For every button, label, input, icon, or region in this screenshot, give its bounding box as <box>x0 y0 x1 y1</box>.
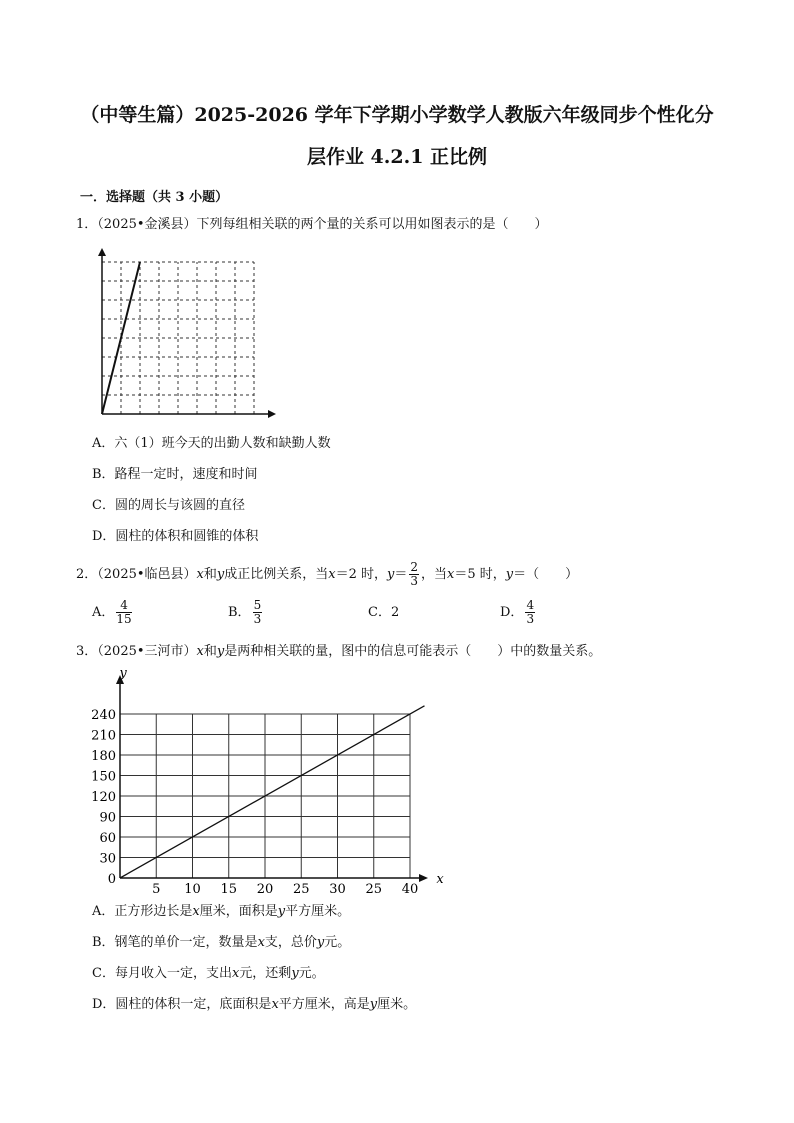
q2-cond2: ，当 <box>421 567 448 583</box>
q2-option-d[interactable] <box>500 598 537 628</box>
q2-option-b-label: B． <box>228 605 251 620</box>
q3-y-axis-label: y <box>119 666 127 681</box>
q2-option-a[interactable] <box>92 598 134 628</box>
q3-option-a-text2: 厘米，面积是 <box>199 904 278 919</box>
q3-option-b-text3: 元。 <box>324 935 351 950</box>
q3-option-c-var2: y <box>291 966 299 981</box>
q3-prefix: 3．（2025•三河市） <box>76 644 197 659</box>
q3-option-c[interactable] <box>92 967 325 980</box>
q2-fraction-numerator: 2 <box>410 560 419 574</box>
q3-option-a-var2: y <box>277 904 286 919</box>
q3-and: 和 <box>203 644 217 659</box>
q1-grid <box>102 262 254 414</box>
q1-option-b[interactable]: B．路程一定时，速度和时间 <box>92 467 258 482</box>
q3-y-tick-label: 180 <box>91 749 116 764</box>
q2-ask: ＝（ ） <box>513 567 579 583</box>
q2-option-d-fraction <box>525 599 535 626</box>
q3-x-tick-label: 25 <box>365 882 383 897</box>
q1-y-arrow <box>98 248 106 256</box>
q2-relation: 成正比例关系，当 <box>224 567 329 583</box>
q2-eq: ＝ <box>394 567 408 583</box>
q3-y-tick-label: 60 <box>99 831 116 846</box>
q3-y-tick-label: 240 <box>91 708 116 723</box>
q3-y-tick-label: 90 <box>99 810 116 826</box>
q3-option-c-text1: C．每月收入一定，支出 <box>92 966 232 981</box>
section-heading: 一．选择题（共 3 小题） <box>80 190 229 205</box>
q2-var-x: x <box>196 567 204 583</box>
q2-option-c-label: C． <box>368 605 391 620</box>
q1-stem: 1．（2025•金溪县）下列每组相关联的两个量的关系可以用如图表示的是（ ） <box>76 217 548 232</box>
q1-option-c[interactable]: C．圆的周长与该圆的直径 <box>92 498 245 513</box>
q2-prefix: 2．（2025•临邑县） <box>76 567 197 583</box>
q2-option-a-numerator: 4 <box>116 599 131 613</box>
q2-fraction <box>409 561 419 588</box>
q2-var-y: y <box>216 567 225 583</box>
q3-var-y: y <box>216 644 225 659</box>
q3-x-tick-label: 20 <box>256 882 274 897</box>
q3-x-tick-label: 10 <box>184 882 201 897</box>
q2-var-y3: y <box>505 567 514 583</box>
q1-chart <box>92 246 282 424</box>
q3-x-tick-label: 15 <box>220 882 238 897</box>
q3-option-d-text2: 平方厘米，高是 <box>278 997 370 1012</box>
q3-option-d-text1: D．圆柱的体积一定，底面积是 <box>92 997 272 1012</box>
q3-x-tick-label: 30 <box>329 882 346 897</box>
q3-y-tick-label: 150 <box>91 769 116 785</box>
q2-var-x2: x <box>328 567 336 583</box>
q3-option-b-text1: B．钢笔的单价一定，数量是 <box>92 935 258 950</box>
q3-chart <box>80 660 460 900</box>
q2-stem <box>76 561 578 589</box>
q2-option-b-numerator: 5 <box>253 597 262 612</box>
q2-option-a-fraction <box>116 599 131 626</box>
q3-x-arrow <box>419 874 428 882</box>
q3-option-b-var2: y <box>316 935 325 950</box>
q3-option-a-var1: x <box>192 904 200 919</box>
q3-option-a[interactable] <box>92 905 350 918</box>
q3-x-axis-label: x <box>436 872 444 887</box>
q2-option-c[interactable] <box>368 598 399 628</box>
q3-x-tick-label: 5 <box>152 882 161 897</box>
q2-option-b[interactable] <box>228 598 264 628</box>
q2-option-d-denominator: 3 <box>526 612 535 626</box>
q2-option-b-fraction <box>253 599 263 626</box>
q3-var-x: x <box>196 644 204 659</box>
q2-option-a-label: A． <box>92 605 115 620</box>
q3-option-b[interactable] <box>92 936 350 949</box>
q3-option-b-text2: 支，总价 <box>264 935 317 950</box>
q3-axes <box>116 666 444 887</box>
q3-option-d-var2: y <box>369 997 378 1012</box>
q3-stem-rest: 是两种相关联的量，图中的信息可能表示（ ）中的数量关系。 <box>224 644 602 659</box>
q2-var-x3: x <box>447 567 455 583</box>
q1-option-a[interactable]: A．六（1）班今天的出勤人数和缺勤人数 <box>92 436 331 451</box>
q3-y-tick-label: 210 <box>91 728 116 744</box>
q2-option-d-numerator: 4 <box>526 597 535 612</box>
q2-cond1: ＝2 时， <box>335 567 388 583</box>
q3-stem <box>76 645 601 658</box>
q3-series <box>120 706 425 878</box>
q2-cond2b: ＝5 时， <box>454 567 506 583</box>
q3-x-tick-label: 25 <box>292 882 310 897</box>
q2-option-c-value: 2 <box>390 605 400 620</box>
q3-option-c-text3: 元。 <box>298 966 325 981</box>
document-title-line1: （中等生篇）2025-2026 学年下学期小学数学人教版六年级同步个性化分 <box>80 104 714 126</box>
q2-and: 和 <box>203 567 217 583</box>
q3-option-c-var1: x <box>231 966 240 981</box>
q2-option-d-label: D． <box>500 605 524 620</box>
q3-option-d-var1: x <box>271 997 279 1012</box>
q2-option-a-denominator: 15 <box>116 612 132 626</box>
q3-option-d-text3: 厘米。 <box>377 997 417 1012</box>
q3-series-line <box>120 706 425 878</box>
q1-axes <box>98 248 276 418</box>
q1-x-arrow <box>268 410 276 418</box>
q3-option-b-var1: x <box>257 935 265 950</box>
q2-option-b-denominator: 3 <box>253 612 262 626</box>
q3-y-tick-label: 120 <box>91 790 116 805</box>
q3-y-tick-label: 30 <box>99 851 116 867</box>
document-title-line2: 层作业 4.2.1 正比例 <box>306 146 488 168</box>
q2-fraction-denominator: 3 <box>410 574 419 589</box>
q1-option-d[interactable]: D．圆柱的体积和圆锥的体积 <box>92 529 259 544</box>
q3-x-tick-label: 40 <box>401 882 419 897</box>
q3-option-a-text1: A．正方形边长是 <box>92 904 193 919</box>
q2-var-y2: y <box>387 567 395 583</box>
q3-y-tick-label: 0 <box>107 872 116 887</box>
q3-option-d[interactable] <box>92 998 416 1011</box>
q3-option-a-text3: 平方厘米。 <box>285 904 351 919</box>
q3-option-c-text2: 元，还剩 <box>239 966 292 981</box>
